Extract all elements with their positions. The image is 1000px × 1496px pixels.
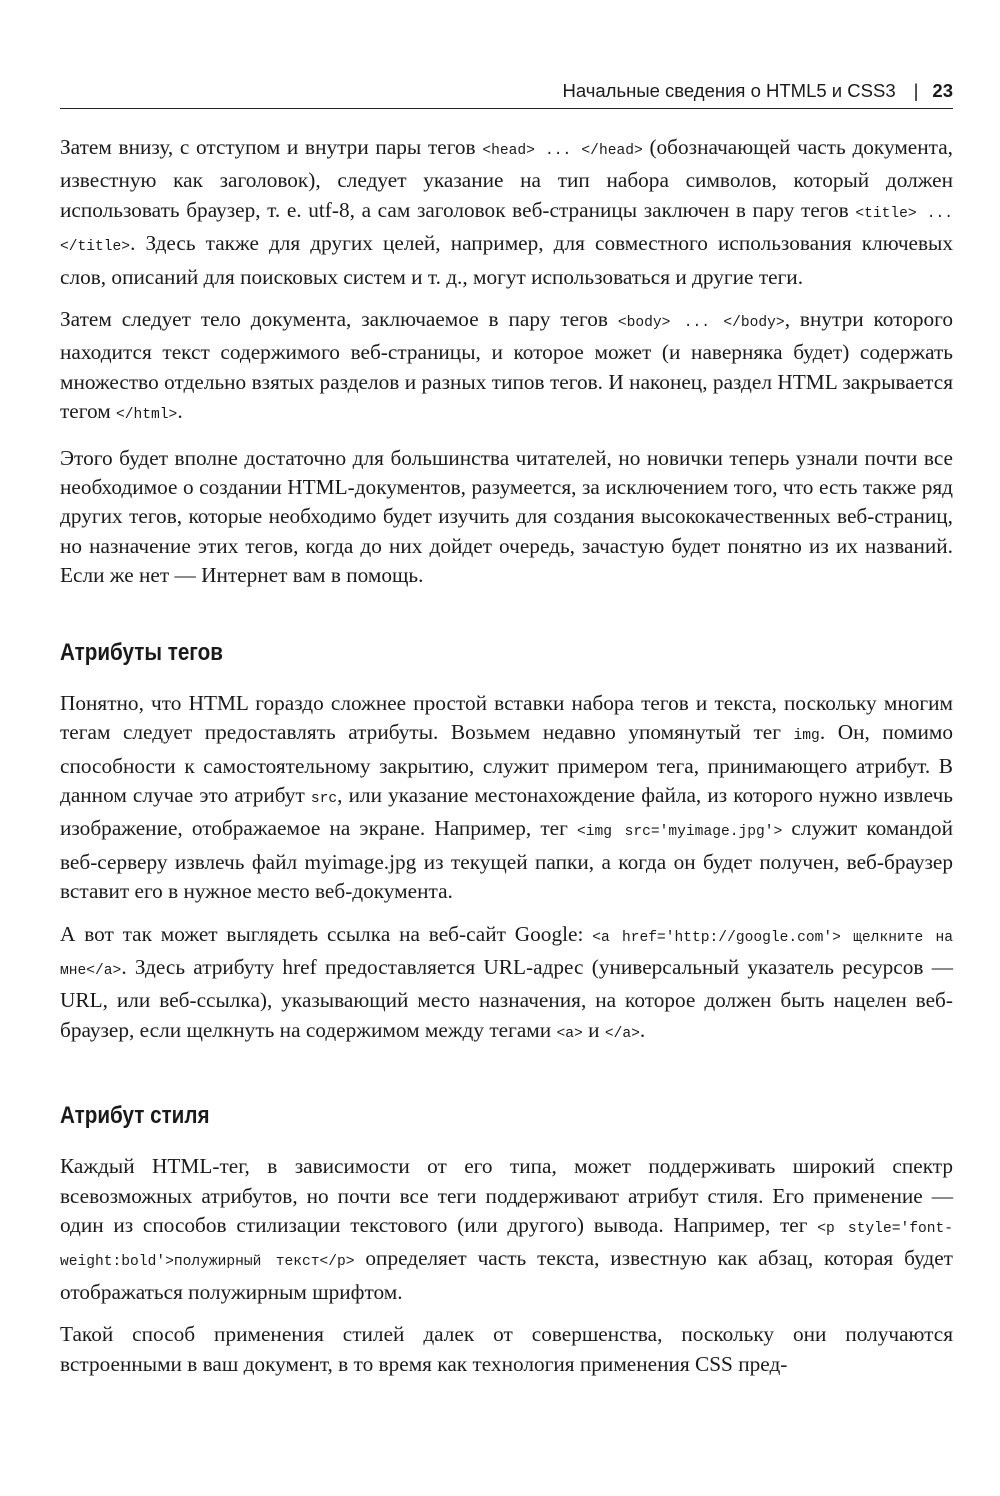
code-a-close: </a> — [604, 1025, 640, 1042]
code-body-tags: <body> ... </body> — [617, 315, 785, 332]
paragraph-head-title: Затем внизу, с отступом и внутри пары тегов <head> ... </head> (обозначающей часть документа, известную как заголовок), следует указание на тип набора символов, который должен использовать браузер, т. е. utf-8, а сам заголовок веб-страницы заключен в пару тегов <title> ... </title>. Здесь также для других целей, например, для совместного использования ключевых слов, описаний для поисковых систем и т. д., могут использоваться и другие теги. — [60, 135, 954, 289]
paragraph-link-example: А вот так может выглядеть ссылка на веб-сайт Google: <a href='http://google.com'> щелкните на мне</a>. Здесь атрибуту href предоставляется URL-адрес (универсальный указатель ресурсов — URL, или веб-ссылка), указывающий место назначения, на которое должен быть нацелен веб-браузер, если щелкнуть на содержимом между тегами <a> и </a>. — [60, 921, 953, 1042]
paragraph-body-tag: Затем следует тело документа, заключаемое в пару тегов <body> ... </body>, внутри которого находится текст содержимого веб-страницы, и которое может (и наверняка будет) содержать множество отдельно взятых разделов и разных типов тегов. И наконец, раздел HTML закрывается тегом </html>. — [60, 307, 953, 424]
code-title-tags: <title> ... </title> — [60, 205, 953, 256]
page-number: 23 — [932, 80, 953, 101]
code-style-example: <p style='font-weight:bold'>полужирный текст</p> — [60, 1220, 954, 1271]
code-img: img — [793, 728, 820, 745]
running-title: Начальные сведения о HTML5 и CSS3 — [562, 80, 896, 101]
running-header — [60, 78, 953, 104]
page-body — [60, 133, 953, 1392]
header-separator: | — [913, 80, 919, 101]
paragraph-inline-styles: Такой способ применения стилей далек от совершенства, поскольку они получаются встроенными в ваш документ, в то время как технология применения CSS пред- — [60, 1322, 953, 1376]
code-img-example: <img src='myimage.jpg'> — [577, 824, 783, 841]
code-link-example: <a href='http://google.com'> щелкните на мне</a> — [60, 929, 953, 979]
header-rule — [60, 108, 953, 109]
code-src: src — [310, 790, 338, 807]
code-a-open: <a> — [556, 1025, 583, 1042]
section-heading-tag-attributes: Атрибуты тегов — [60, 638, 223, 666]
paragraph-img-attribute: Понятно, что HTML гораздо сложнее простой вставки набора тегов и текста, поскольку многим тегам следует предоставлять атрибуты. Возьмем недавно упомянутый тег img. Он, помимо способности к самостоятельному закрытию, служит примером тега, принимающего атрибут. В данном случае это атрибут src, или указание местонахождение файла, из которого нужно извлечь изображение, отображаемое на экране. Например, тег <img src='myimage.jpg'> служит командой веб-серверу извлечь файл myimage.jpg из текущей папки, а когда он будет получен, веб-браузер вставит его в нужное место веб-документа. — [60, 690, 953, 904]
code-head-tags: <head> ... </head> — [482, 143, 643, 159]
paragraph-style-attribute: Каждый HTML-тег, в зависимости от его типа, может поддерживать широкий спектр всевозможных атрибутов, но почти все теги поддерживают атрибут стиля. Его применение — один из способов стилизации текстового (или другого) вывода. Например, тег <p style='font-weight:bold'>полужирный текст</p> определяет часть текста, известную как абзац, которая будет отображаться полужирным шрифтом. — [60, 1154, 954, 1304]
section-heading-style-attribute: Атрибут стиля — [60, 1102, 210, 1130]
paragraph-summary: Этого будет вполне достаточно для большинства читателей, но новички теперь узнали почти все необходимое о создании HTML-документов, разумеется, за исключением того, что есть также ряд других тегов, которые необходимо будет изучить для создания высококачественных веб-страниц, но назначение этих тегов, когда до них дойдет очередь, зачастую будет понятно из их названий. Если же нет — Интернет вам в помощь. — [60, 445, 953, 588]
code-html-close: </html> — [116, 407, 178, 424]
